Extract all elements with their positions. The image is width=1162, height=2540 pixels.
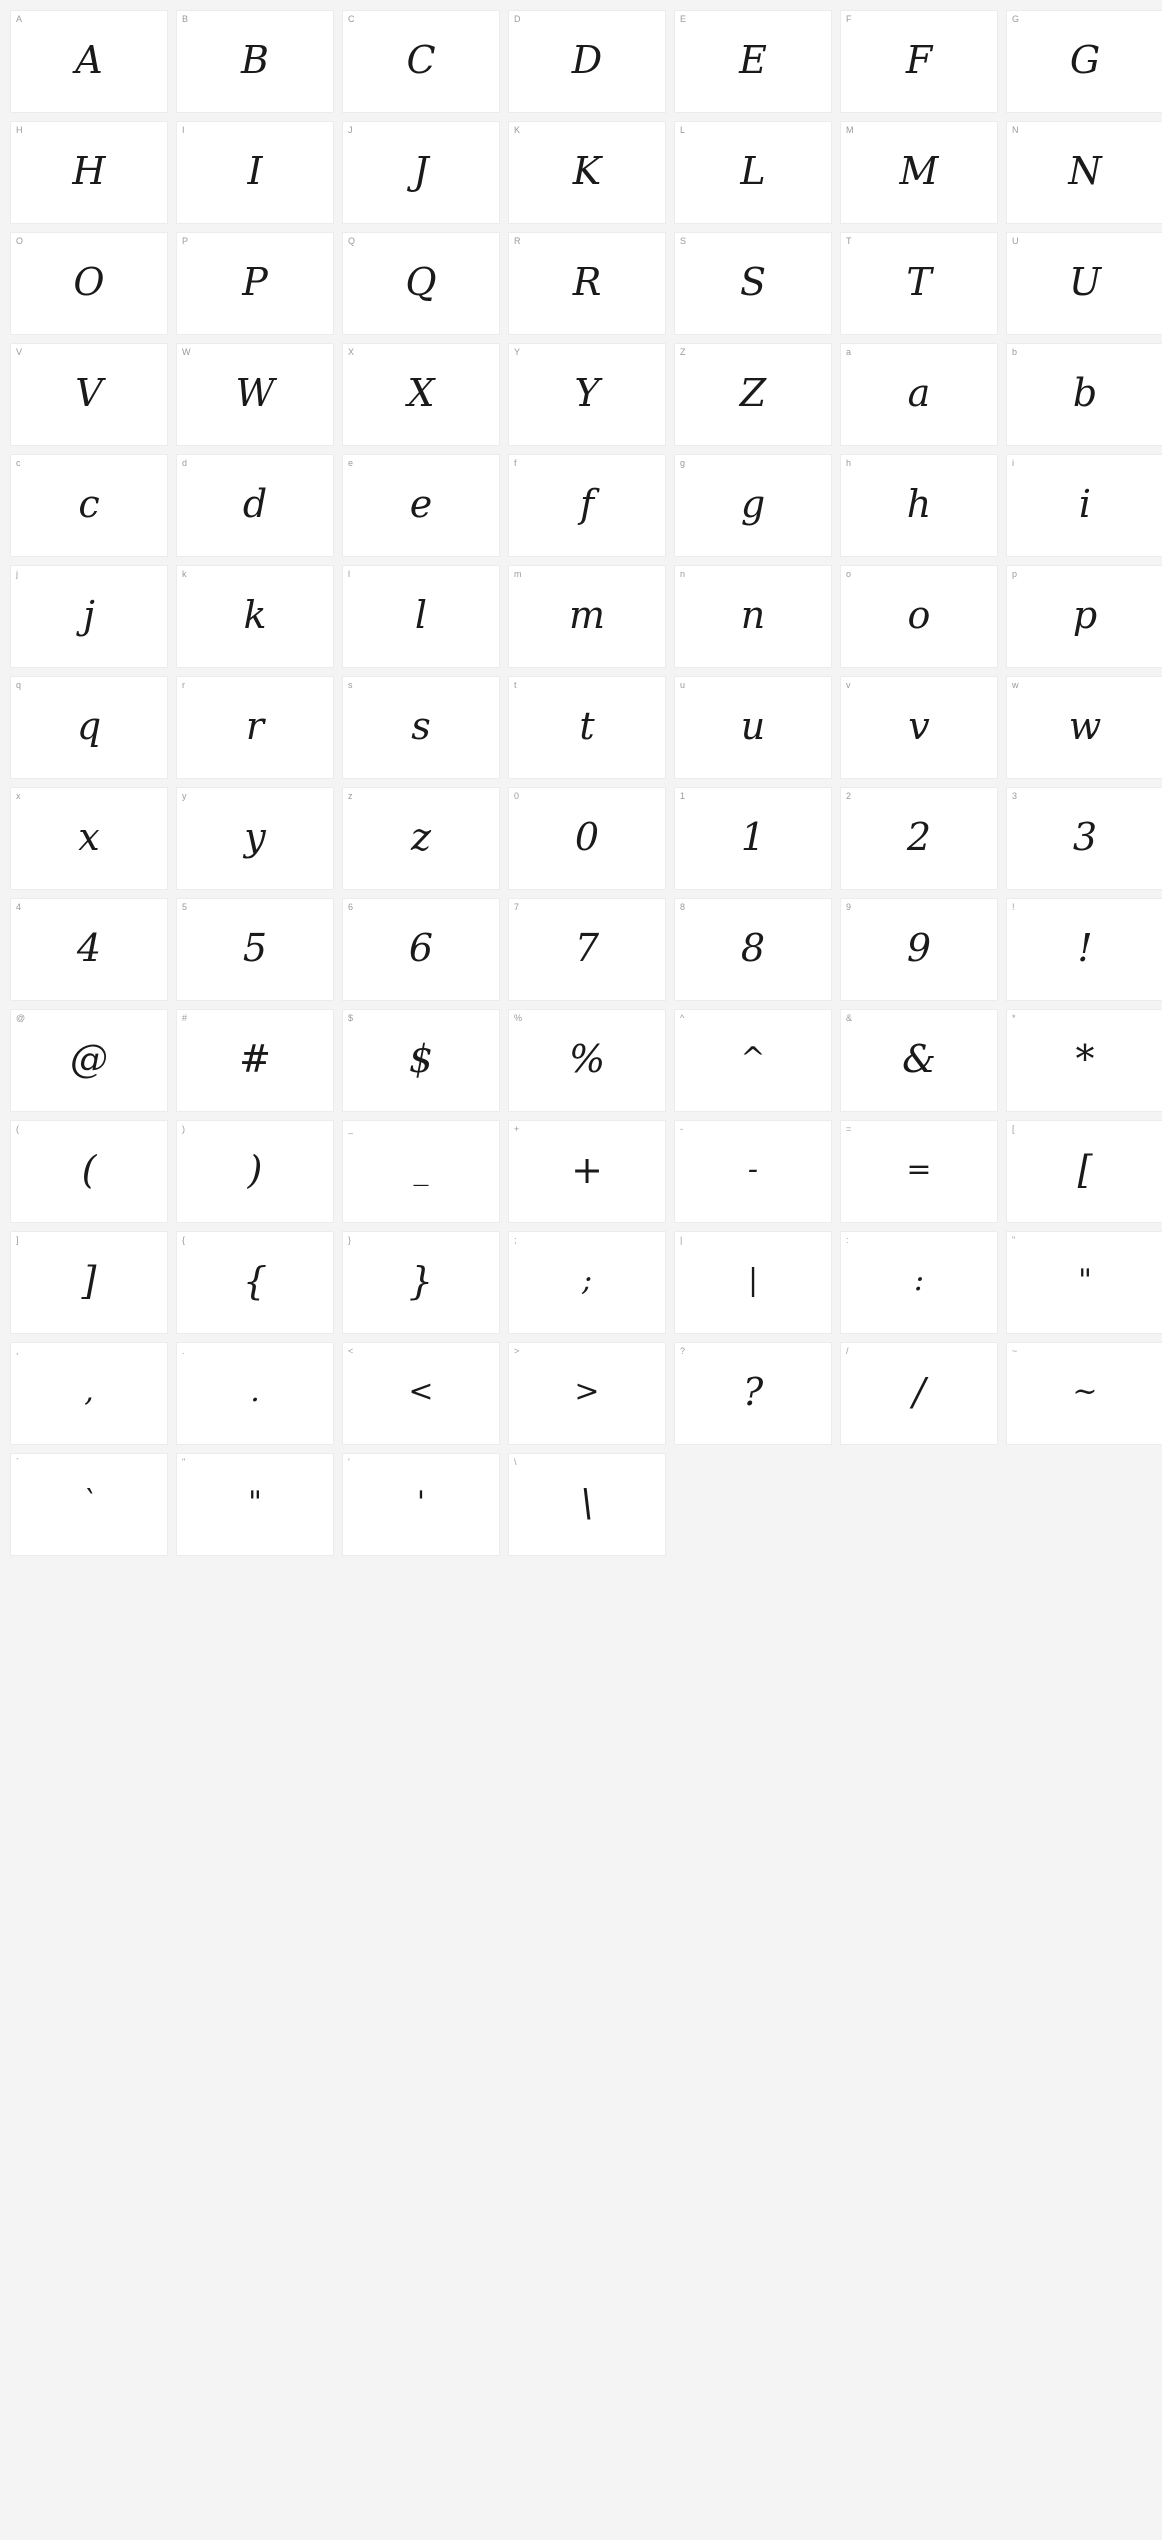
glyph-cell[interactable] [840,1120,998,1223]
glyph-character: V [75,370,103,415]
glyph-code-label: o [846,569,852,579]
glyph-cell[interactable] [10,1453,168,1556]
glyph-code-label: K [514,125,521,135]
glyph-cell[interactable] [10,676,168,779]
glyph-code-label: A [16,14,23,24]
glyph-cell[interactable] [508,565,666,668]
glyph-character: = [906,1152,932,1187]
glyph-cell[interactable] [10,1231,168,1334]
glyph-character: J [413,148,429,193]
glyph-character: 5 [242,925,268,970]
glyph-code-label: J [348,125,353,135]
glyph-code-label: " [182,1457,186,1467]
glyph-cell[interactable] [674,121,832,224]
glyph-cell[interactable] [10,343,168,446]
glyph-cell[interactable] [1006,454,1162,557]
glyph-character: u [740,703,766,748]
glyph-code-label: / [846,1346,849,1356]
glyph-code-label: + [514,1124,520,1134]
glyph-cell[interactable] [674,343,832,446]
glyph-cell[interactable] [342,787,500,890]
glyph-code-label: c [16,458,21,468]
glyph-character: Z [739,370,767,415]
glyph-cell[interactable] [10,787,168,890]
glyph-code-label: g [680,458,686,468]
glyph-cell[interactable] [674,1342,832,1445]
glyph-character: y [244,814,266,859]
glyph-character: j [83,592,95,637]
glyph-code-label: M [846,125,854,135]
glyph-character: _ [413,1152,429,1187]
glyph-cell[interactable] [342,565,500,668]
glyph-cell[interactable] [10,898,168,1001]
glyph-code-label: w [1012,680,1019,690]
glyph-character: " [1078,1263,1092,1298]
glyph-cell[interactable] [674,898,832,1001]
glyph-character: k [243,592,267,637]
glyph-cell[interactable] [342,898,500,1001]
glyph-code-label: # [182,1013,188,1023]
glyph-character: g [740,481,766,526]
glyph-code-label: ' [348,1457,350,1467]
glyph-code-label: ) [182,1124,185,1134]
glyph-code-label: E [680,14,687,24]
glyph-code-label: I [182,125,185,135]
glyph-cell[interactable] [674,1231,832,1334]
glyph-cell[interactable] [1006,343,1162,446]
glyph-cell[interactable] [176,121,334,224]
glyph-code-label: - [680,1124,683,1134]
glyph-code-label: = [846,1124,852,1134]
glyph-cell[interactable] [176,676,334,779]
glyph-character: i [1078,481,1092,526]
glyph-character: s [411,703,431,748]
glyph-code-label: Q [348,236,356,246]
glyph-character: d [242,481,268,526]
glyph-character: 7 [574,925,600,970]
glyph-character: 6 [408,925,434,970]
glyph-code-label: N [1012,125,1019,135]
glyph-cell[interactable] [176,10,334,113]
glyph-character: 2 [906,814,932,859]
glyph-code-label: @ [16,1013,26,1023]
glyph-character: . [250,1374,260,1409]
glyph-cell[interactable] [342,1453,500,1556]
glyph-code-label: D [514,14,521,24]
glyph-code-label: 5 [182,902,188,912]
glyph-code-label: , [16,1346,19,1356]
glyph-cell[interactable] [10,565,168,668]
glyph-code-label: B [182,14,189,24]
glyph-character: N [1068,148,1102,193]
glyph-character: ' [416,1485,426,1520]
glyph-character: H [72,148,106,193]
glyph-code-label: ~ [1012,1346,1018,1356]
glyph-code-label: f [514,458,517,468]
glyph-cell[interactable] [508,898,666,1001]
glyph-character: & [902,1036,936,1081]
glyph-character: # [239,1036,271,1081]
glyph-cell[interactable] [1006,565,1162,668]
glyph-code-label: 8 [680,902,686,912]
glyph-cell[interactable] [674,676,832,779]
glyph-cell[interactable] [176,1342,334,1445]
glyph-character: U [1068,259,1102,304]
glyph-character: " [248,1485,262,1520]
glyph-character: } [408,1258,434,1303]
glyph-code-label: ^ [680,1013,685,1023]
glyph-cell[interactable] [342,1231,500,1334]
glyph-character: P [242,259,268,304]
glyph-cell[interactable] [176,1120,334,1223]
glyph-cell[interactable] [10,121,168,224]
glyph-cell[interactable] [342,676,500,779]
glyph-code-label: F [846,14,852,24]
glyph-code-label: P [182,236,189,246]
glyph-character: 8 [740,925,766,970]
glyph-code-label: O [16,236,24,246]
glyph-code-label: 6 [348,902,354,912]
glyph-cell[interactable] [176,565,334,668]
glyph-character: X [407,370,435,415]
glyph-cell[interactable] [1006,1342,1162,1445]
glyph-cell[interactable] [840,787,998,890]
glyph-code-label: C [348,14,355,24]
glyph-code-label: 9 [846,902,852,912]
glyph-character: 1 [740,814,766,859]
glyph-code-label: ` [16,1457,19,1467]
glyph-code-label: u [680,680,686,690]
glyph-code-label: L [680,125,686,135]
glyph-code-label: x [16,791,21,801]
glyph-cell[interactable] [10,1342,168,1445]
glyph-cell[interactable] [508,232,666,335]
glyph-cell[interactable] [840,454,998,557]
glyph-cell[interactable] [674,1120,832,1223]
glyph-cell[interactable] [10,232,168,335]
glyph-cell[interactable] [1006,232,1162,335]
glyph-cell[interactable] [176,898,334,1001]
glyph-character: ( [81,1147,97,1192]
glyph-character: f [579,481,595,526]
glyph-character: R [572,259,602,304]
glyph-code-label: \ [514,1457,517,1467]
glyph-cell[interactable] [840,232,998,335]
glyph-character: t [579,703,595,748]
glyph-code-label: m [514,569,522,579]
glyph-character: b [1072,370,1098,415]
glyph-cell[interactable] [342,454,500,557]
glyph-character: K [572,148,602,193]
glyph-code-label: < [348,1346,354,1356]
glyph-character: + [571,1147,603,1192]
glyph-code-label: e [348,458,354,468]
glyph-code-label: k [182,569,187,579]
glyph-character: p [1072,592,1098,637]
glyph-code-label: R [514,236,521,246]
glyph-character: q [76,703,102,748]
glyph-code-label: S [680,236,687,246]
glyph-code-label: d [182,458,188,468]
glyph-code-label: ] [16,1235,19,1245]
glyph-character: c [78,481,100,526]
glyph-character: ` [81,1485,97,1520]
glyph-character: { [242,1258,268,1303]
glyph-character: - [747,1152,759,1187]
glyph-cell[interactable] [1006,1009,1162,1112]
glyph-code-label: H [16,125,23,135]
glyph-code-label: r [182,680,185,690]
glyph-code-label: $ [348,1013,354,1023]
glyph-character: ] [81,1258,97,1303]
glyph-code-label: n [680,569,686,579]
glyph-character: \ [580,1480,594,1525]
glyph-cell[interactable] [342,121,500,224]
glyph-character: W [235,370,275,415]
glyph-character: % [568,1036,606,1081]
glyph-cell[interactable] [840,10,998,113]
glyph-character: r [245,703,265,748]
glyph-cell[interactable] [176,787,334,890]
glyph-cell[interactable] [840,676,998,779]
glyph-code-label: h [846,458,852,468]
glyph-cell[interactable] [508,1120,666,1223]
glyph-cell[interactable] [508,343,666,446]
glyph-code-label: " [1012,1235,1016,1245]
glyph-cell[interactable] [674,787,832,890]
glyph-character: 4 [76,925,102,970]
glyph-cell[interactable] [674,454,832,557]
glyph-code-label: s [348,680,353,690]
glyph-cell[interactable] [176,1453,334,1556]
glyph-character: D [571,37,603,82]
glyph-code-label: V [16,347,23,357]
glyph-cell[interactable] [508,454,666,557]
glyph-code-label: W [182,347,191,357]
glyph-character: 9 [906,925,932,970]
glyph-character: | [747,1263,759,1298]
glyph-code-label: Z [680,347,686,357]
glyph-character: L [740,148,766,193]
glyph-character: 3 [1072,814,1098,859]
glyph-cell[interactable] [840,1009,998,1112]
glyph-character: ~ [1072,1374,1098,1409]
glyph-code-label: Y [514,347,521,357]
glyph-character: [ [1077,1147,1093,1192]
glyph-cell[interactable] [1006,676,1162,779]
glyph-code-label: | [680,1235,683,1245]
glyph-character: z [410,814,432,859]
glyph-character: Q [405,259,437,304]
glyph-code-label: [ [1012,1124,1015,1134]
glyph-code-label: 7 [514,902,520,912]
glyph-code-label: X [348,347,355,357]
glyph-code-label: a [846,347,852,357]
glyph-code-label: ; [514,1235,517,1245]
glyph-character: o [907,592,931,637]
glyph-cell[interactable] [508,1342,666,1445]
glyph-code-label: l [348,569,350,579]
glyph-code-label: 4 [16,902,22,912]
glyph-cell[interactable] [342,1342,500,1445]
glyph-cell[interactable] [840,565,998,668]
glyph-character: v [908,703,930,748]
glyph-cell[interactable] [674,10,832,113]
glyph-cell[interactable] [342,232,500,335]
glyph-character: n [740,592,766,637]
glyph-character: w [1068,703,1102,748]
glyph-character: ? [742,1369,764,1414]
glyph-cell[interactable] [176,454,334,557]
glyph-cell[interactable] [10,1009,168,1112]
glyph-character: ^ [740,1041,766,1076]
glyph-character: Y [574,370,600,415]
glyph-cell[interactable] [508,10,666,113]
glyph-cell[interactable] [508,1009,666,1112]
glyph-cell[interactable] [674,565,832,668]
glyph-character: ! [1077,925,1093,970]
glyph-code-label: 2 [846,791,852,801]
glyph-cell[interactable] [10,1120,168,1223]
glyph-code-label: i [1012,458,1014,468]
glyph-cell[interactable] [508,1453,666,1556]
glyph-character: * [1075,1036,1095,1081]
glyph-code-label: z [348,791,353,801]
glyph-code-label: v [846,680,851,690]
glyph-character: E [739,37,767,82]
glyph-cell[interactable] [1006,787,1162,890]
glyph-character: < [408,1374,434,1409]
glyph-cell[interactable] [508,121,666,224]
glyph-code-label: U [1012,236,1019,246]
glyph-character: : [913,1263,925,1298]
glyph-cell[interactable] [840,343,998,446]
glyph-cell[interactable] [342,10,500,113]
glyph-character: C [406,37,436,82]
glyph-character: I [247,148,263,193]
glyph-cell[interactable] [508,1231,666,1334]
glyph-cell[interactable] [674,1009,832,1112]
glyph-code-label: > [514,1346,520,1356]
glyph-cell[interactable] [508,676,666,779]
glyph-character: / [912,1369,926,1414]
glyph-character: x [78,814,100,859]
glyph-character: O [73,259,105,304]
glyph-cell[interactable] [176,1009,334,1112]
glyph-cell[interactable] [840,1231,998,1334]
glyph-code-label: 1 [680,791,686,801]
glyph-code-label: ( [16,1124,19,1134]
glyph-character: m [568,592,606,637]
glyph-cell[interactable] [840,121,998,224]
glyph-code-label: : [846,1235,849,1245]
glyph-character: 0 [574,814,600,859]
glyph-character: h [906,481,932,526]
glyph-character: A [75,37,103,82]
glyph-code-label: q [16,680,22,690]
glyph-cell[interactable] [840,898,998,1001]
glyph-code-label: ? [680,1346,686,1356]
glyph-code-label: 0 [514,791,520,801]
glyph-cell[interactable] [1006,898,1162,1001]
glyph-code-label: b [1012,347,1018,357]
glyph-character: a [907,370,931,415]
glyph-code-label: y [182,791,187,801]
glyph-code-label: j [16,569,18,579]
glyph-character: > [574,1374,600,1409]
glyph-character: S [739,259,767,304]
glyph-cell[interactable] [508,787,666,890]
glyph-code-label: } [348,1235,352,1245]
glyph-cell[interactable] [1006,121,1162,224]
glyph-cell[interactable] [342,1120,500,1223]
glyph-cell[interactable] [674,232,832,335]
glyph-cell[interactable] [176,343,334,446]
glyph-cell[interactable] [342,1009,500,1112]
glyph-character: ; [581,1263,593,1298]
glyph-character: G [1069,37,1101,82]
glyph-cell[interactable] [10,10,168,113]
glyph-character: ) [247,1147,263,1192]
glyph-character: T [906,259,932,304]
glyph-character: e [409,481,433,526]
glyph-character: M [899,148,939,193]
glyph-character: B [241,37,269,82]
glyph-code-label: % [514,1013,523,1023]
glyph-cell[interactable] [840,1342,998,1445]
glyph-character: l [414,592,428,637]
glyph-cell[interactable] [176,1231,334,1334]
glyph-code-label: ! [1012,902,1015,912]
glyph-cell[interactable] [1006,1231,1162,1334]
glyph-code-label: t [514,680,517,690]
glyph-code-label: * [1012,1013,1016,1023]
glyph-cell[interactable] [1006,10,1162,113]
glyph-code-label: p [1012,569,1018,579]
glyph-cell[interactable] [342,343,500,446]
glyph-code-label: G [1012,14,1020,24]
glyph-cell[interactable] [176,232,334,335]
glyph-cell[interactable] [1006,1120,1162,1223]
glyph-code-label: { [182,1235,186,1245]
glyph-code-label: 3 [1012,791,1018,801]
glyph-code-label: T [846,236,852,246]
glyph-character: $ [408,1036,434,1081]
glyph-code-label: . [182,1346,185,1356]
glyph-code-label: _ [348,1124,354,1134]
glyph-character: , [84,1374,94,1409]
glyph-character: F [905,37,933,82]
glyph-character: @ [70,1036,108,1081]
glyph-code-label: & [846,1013,853,1023]
glyph-cell[interactable] [10,454,168,557]
